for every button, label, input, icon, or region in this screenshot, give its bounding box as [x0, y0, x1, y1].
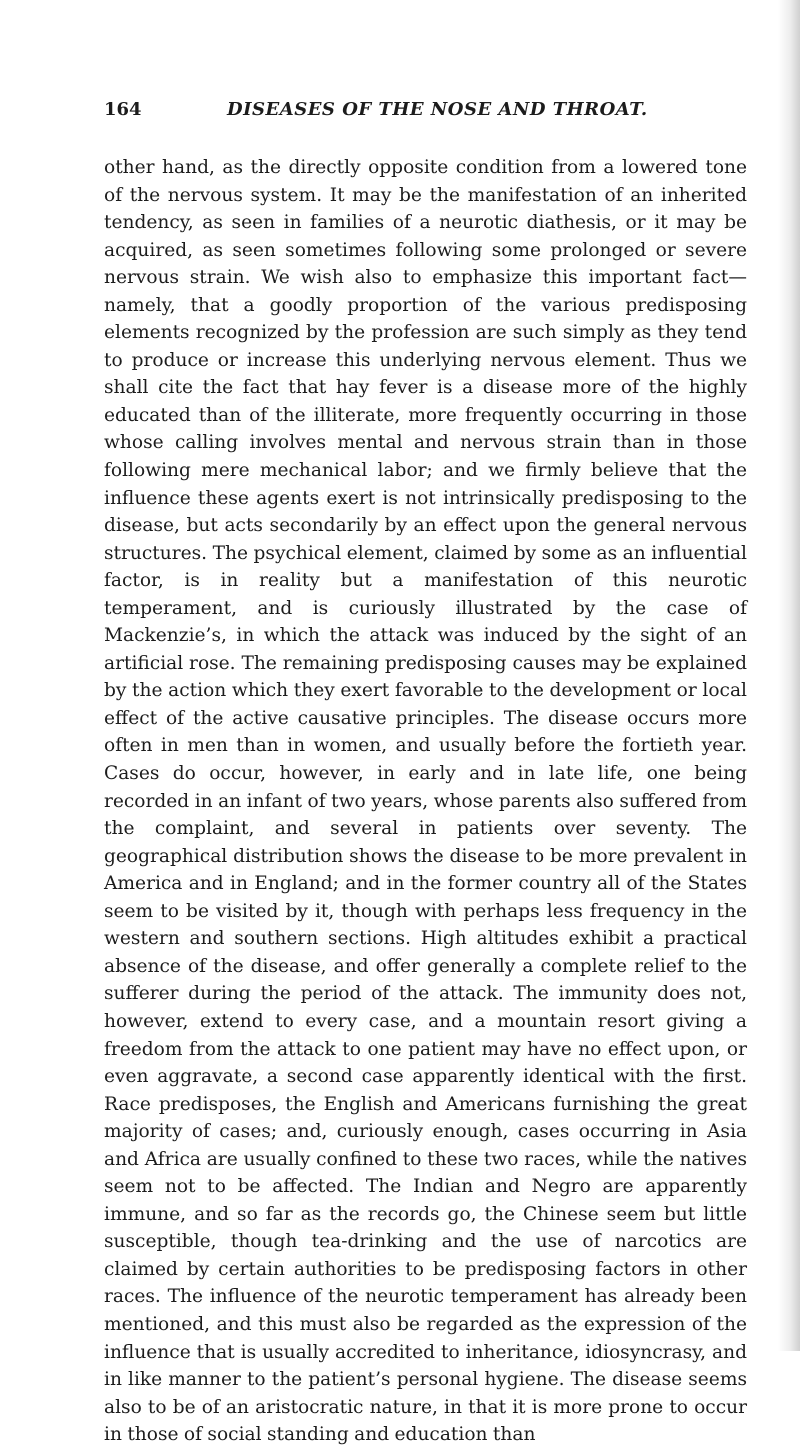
page-number: 164: [104, 99, 142, 120]
page-edge-shadow: [778, 0, 800, 1351]
running-title: DISEASES OF THE NOSE AND THROAT.: [227, 99, 648, 120]
body-paragraph: other hand, as the directly opposite condition from a lowered tone of the nervous system. It may be the manifestation of an inherited tendency, as seen in families of a neurotic diathesis, or it may be acquired, as seen sometimes following some prolonged or severe nervous strain. We wish also to emphasize this important fact—namely, that a goodly proportion of the various predisposing elements recognized by the profession are such simply as they tend to produce or increase this underlying nervous element. Thus we shall cite the fact that hay fever is a disease more of the highly educated than of the illiterate, more frequently occurring in those whose calling involves mental and nervous strain than in those following mere mechanical labor; and we firmly believe that the influence these agents exert is not intrinsically predisposing to the disease, but acts secondarily by an effect upon the general nervous structures. The psychical element, claimed by some as an influential factor, is in reality but a manifestation of this neurotic temperament, and is curiously illustrated by the case of Mackenzie’s, in which the attack was induced by the sight of an artificial rose. The remaining predisposing causes may be explained by the action which they exert favorable to the development or local effect of the active causative principles. The disease occurs more often in men than in women, and usually before the fortieth year. Cases do occur, however, in early and in late life, one being recorded in an infant of two years, whose parents also suffered from the complaint, and several in patients over seventy. The geographical distribution shows the disease to be more prevalent in America and in England; and in the former country all of the States seem to be visited by it, though with perhaps less frequency in the western and southern sections. High altitudes exhibit a practical absence of the disease, and offer generally a complete relief to the sufferer during the period of the attack. The immunity does not, however, extend to every case, and a mountain resort giving a freedom from the attack to one patient may have no effect upon, or even aggravate, a second case apparently identical with the first. Race predisposes, the English and Americans furnishing the great majority of cases; and, curiously enough, cases occurring in Asia and Africa are usually confined to these two races, while the natives seem not to be affected. The Indian and Negro are apparently immune, and so far as the records go, the Chinese seem but little susceptible, though tea-drinking and the use of narcotics are claimed by certain authorities to be predisposing factors in other races. The influence of the neurotic temperament has already been mentioned, and this must also be regarded as the expression of the influence that is usually accredited to inheritance, idiosyncrasy, and in like manner to the patient’s personal hygiene. The disease seems also to be of an aristocratic nature, in that it is more prone to occur in those of social standing and education than: [104, 157, 747, 1446]
running-header: [104, 97, 748, 123]
